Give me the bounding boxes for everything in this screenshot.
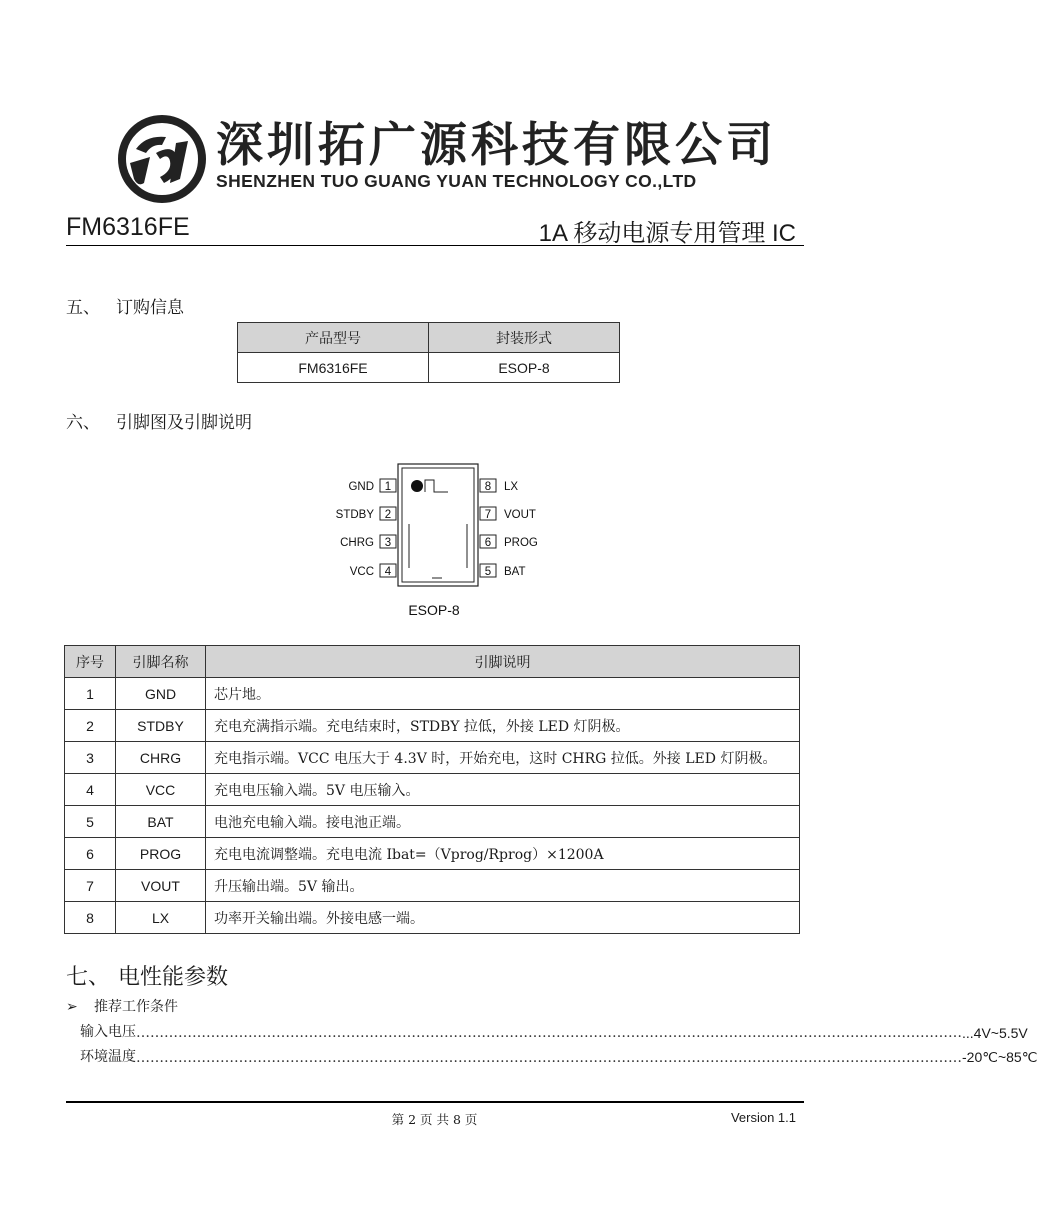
col-header-pin-name: 引脚名称: [116, 646, 206, 678]
table-row: [65, 806, 800, 838]
ordering-info-table: [237, 322, 620, 383]
pin-no-7: 7: [484, 509, 492, 521]
pin-name: VOUT: [116, 870, 206, 902]
spec-row-input-voltage: 输入电压 …………………………………………………………………………………………………………………………………………………………… ...4V~5.5V: [80, 1024, 1028, 1041]
table-row: [65, 742, 800, 774]
recommended-conditions-heading: ➢ 推荐工作条件: [66, 999, 178, 1015]
pin-name-gnd: GND: [348, 481, 374, 493]
company-name-cn: 深圳拓广源科技有限公司: [216, 118, 777, 173]
section-6-heading: 六、 引脚图及引脚说明: [66, 413, 252, 433]
pin1-dot: [411, 480, 423, 492]
pin-name-prog: PROG: [504, 537, 538, 549]
logo-text: TGY: [160, 165, 164, 166]
document-title: 1A 移动电源专用管理 IC: [538, 220, 796, 247]
pin-index: 1: [65, 678, 116, 710]
pin-name: GND: [116, 678, 206, 710]
pin-name-vout: VOUT: [504, 509, 536, 521]
table-row: [238, 353, 620, 383]
col-header-model: 产品型号: [238, 323, 429, 353]
pin-no-5: 5: [484, 566, 492, 578]
pin-description: 芯片地。: [206, 678, 800, 710]
col-header-package: 封装形式: [429, 323, 620, 353]
pin-no-4: 4: [384, 566, 392, 578]
table-row: [65, 902, 800, 934]
company-name-en: SHENZHEN TUO GUANG YUAN TECHNOLOGY CO.,LTD: [216, 171, 697, 191]
pin-name: LX: [116, 902, 206, 934]
pin-no-8: 8: [484, 481, 492, 493]
pin-description: 充电电流调整端。充电电流 Ibat=（Vprog/Rprog）×1200A: [206, 838, 800, 870]
pin-name: BAT: [116, 806, 206, 838]
table-row: [65, 774, 800, 806]
pin-description: 电池充电输入端。接电池正端。: [206, 806, 800, 838]
table-row: [65, 710, 800, 742]
pin-name-chrg: CHRG: [340, 537, 374, 549]
pin-index: 7: [65, 870, 116, 902]
package-body: [398, 464, 478, 586]
pin-index: 4: [65, 774, 116, 806]
part-number: FM6316FE: [66, 213, 190, 241]
pin-no-2: 2: [384, 509, 392, 521]
pin-no-1: 1: [384, 481, 392, 493]
version-label: Version 1.1: [730, 1110, 796, 1125]
pin-index: 6: [65, 838, 116, 870]
table-row: [65, 838, 800, 870]
package-label: ESOP-8: [408, 602, 460, 618]
header-divider: [66, 245, 804, 246]
pin-description-table: [64, 645, 800, 934]
pin-index: 3: [65, 742, 116, 774]
pin-name-stdby: STDBY: [335, 509, 374, 521]
pin-no-3: 3: [384, 537, 392, 549]
model-cell: FM6316FE: [238, 353, 429, 383]
pin-no-6: 6: [484, 537, 492, 549]
pin-description: 充电电压输入端。5V 电压输入。: [206, 774, 800, 806]
pin-description: 升压输出端。5V 输出。: [206, 870, 800, 902]
pin-index: 8: [65, 902, 116, 934]
spec-row-ambient-temperature: 环境温度 …………………………………………………………………………………………………………………………………………………………… -20℃~85℃: [80, 1049, 1037, 1066]
pin-name-lx: LX: [504, 481, 519, 493]
page-number: 第 2 页 共 8 页: [391, 1112, 478, 1127]
pin-name: CHRG: [116, 742, 206, 774]
col-header-index: 序号: [65, 646, 116, 678]
pin-name: PROG: [116, 838, 206, 870]
pin-name: STDBY: [116, 710, 206, 742]
notch-mark: [425, 480, 448, 492]
bullet-icon: ➢: [66, 999, 78, 1015]
pin-description: 充电指示端。VCC 电压大于 4.3V 时，开始充电，这时 CHRG 拉低。外接 LED 灯阴极。: [206, 742, 800, 774]
pin-name-vcc: VCC: [349, 566, 374, 578]
pin-index: 2: [65, 710, 116, 742]
table-row: [65, 870, 800, 902]
table-row: [65, 678, 800, 710]
section-7-heading: 七、 电性能参数: [66, 965, 229, 990]
package-cell: ESOP-8: [429, 353, 620, 383]
pin-diagram: [330, 460, 550, 625]
footer-divider: [66, 1101, 804, 1103]
pin-name-bat: BAT: [504, 566, 526, 578]
pin-description: 充电充满指示端。充电结束时，STDBY 拉低，外接 LED 灯阴极。: [206, 710, 800, 742]
company-logo: [116, 113, 208, 205]
col-header-description: 引脚说明: [206, 646, 800, 678]
section-5-heading: 五、 订购信息: [66, 298, 184, 318]
pin-index: 5: [65, 806, 116, 838]
pin-name: VCC: [116, 774, 206, 806]
pin-description: 功率开关输出端。外接电感一端。: [206, 902, 800, 934]
